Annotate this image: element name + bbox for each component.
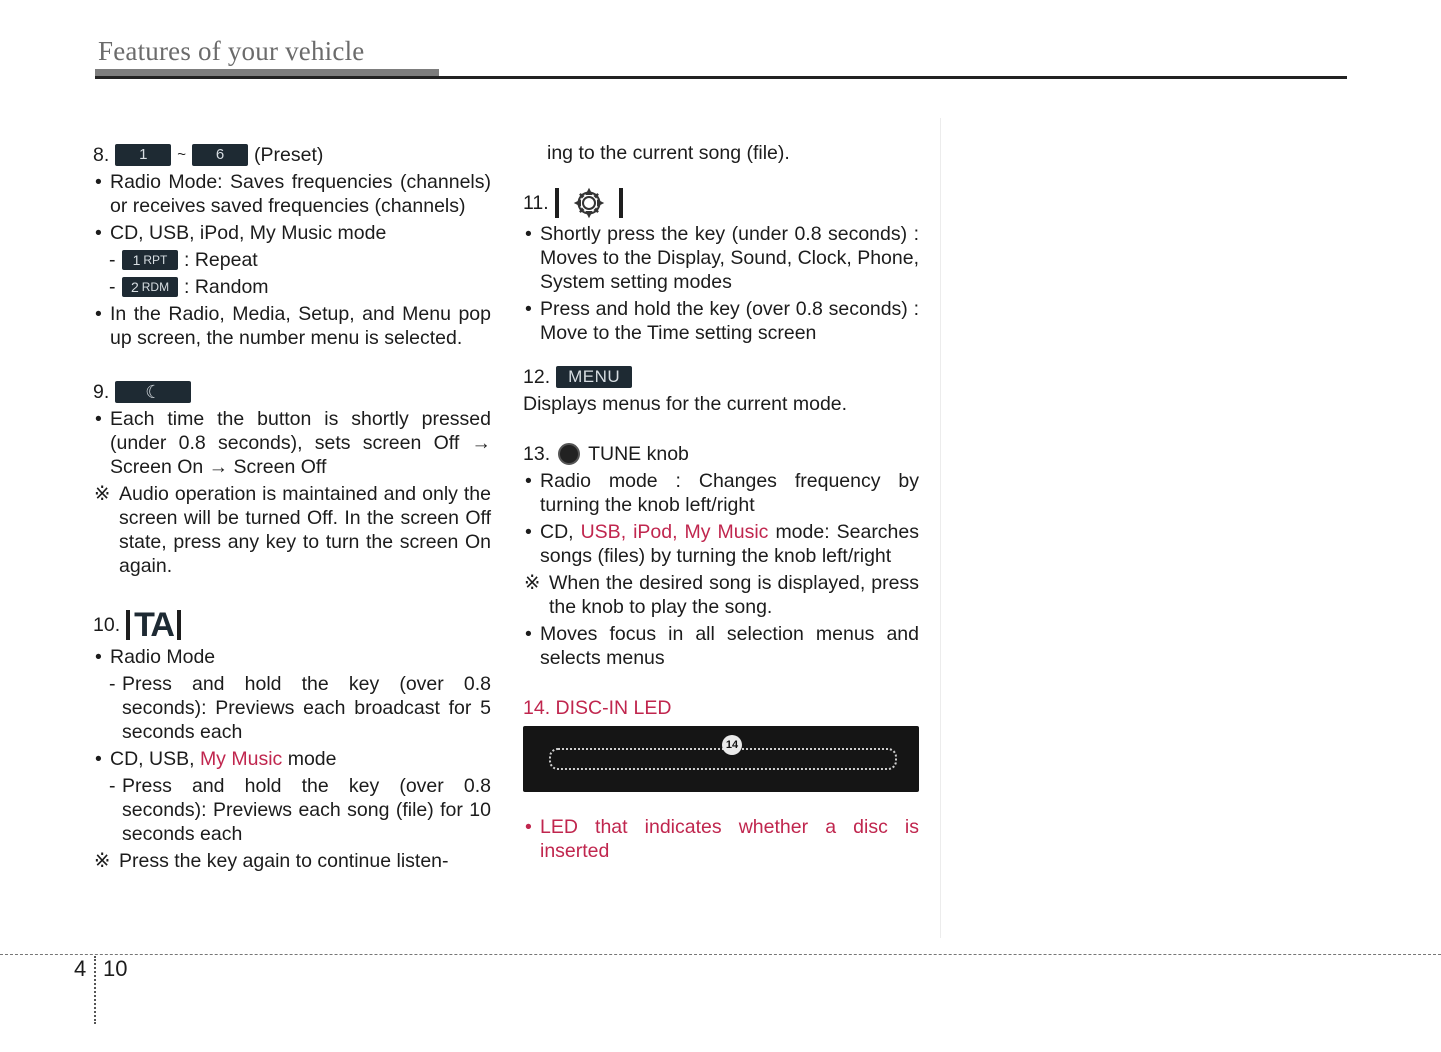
section-12-heading bbox=[523, 365, 919, 389]
section-9-note: ※ Audio operation is maintained and only the screen will be turned Off. In the screen Off state, press any key to turn the screen On again. bbox=[93, 482, 491, 578]
section-10-note: ※ Press the key again to continue listen- bbox=[93, 849, 491, 873]
random-key: - 2 RDM bbox=[122, 277, 178, 297]
disc-slot-image bbox=[523, 726, 919, 792]
column-divider bbox=[940, 118, 941, 938]
section-8-dash-random bbox=[93, 275, 491, 299]
footer-rule bbox=[0, 954, 1441, 955]
section-11-heading bbox=[523, 187, 919, 219]
section-8-heading bbox=[93, 143, 491, 167]
preset-label: (Preset) bbox=[254, 144, 324, 166]
section-9-number: 9. bbox=[93, 381, 110, 403]
section-12-number: 12. bbox=[523, 366, 551, 388]
section-8-bullet-1: • Radio Mode: Saves frequencies (channels) or receives saved frequencies (channels) bbox=[93, 170, 491, 218]
section-14-heading: 14. DISC-IN LED bbox=[523, 697, 672, 719]
section-10-dash-2: - Press and hold the key (over 0.8 seconds): Previews each song (file) for 10 seconds each bbox=[93, 774, 491, 846]
section-10-number: 10. bbox=[93, 614, 121, 636]
section-8-bullet-2: • CD, USB, iPod, My Music mode bbox=[93, 221, 491, 245]
gear-icon bbox=[573, 187, 605, 219]
header-rule bbox=[95, 76, 1347, 79]
page-number: 10 bbox=[103, 956, 128, 981]
section-10-bullet-1: • Radio Mode bbox=[93, 645, 491, 669]
disc-slot-outline bbox=[549, 748, 897, 770]
section-13-bullet-2: • CD, USB, iPod, My Music mode: Searches songs (files) by turning the knob left/right bbox=[523, 520, 919, 568]
tune-knob-label: TUNE knob bbox=[588, 443, 689, 465]
section-10-bullet-2: • CD, USB, My Music mode bbox=[93, 747, 491, 771]
chapter-number: 4 bbox=[74, 956, 87, 981]
continued-text: ing to the current song (file). bbox=[547, 142, 790, 164]
section-9-bullet-1: • Each time the button is shortly pressed (under 0.8 seconds), sets screen Off → Screen On → Screen Off bbox=[93, 407, 491, 479]
section-8-bullet-3: • In the Radio, Media, Setup, and Menu pop up screen, the number menu is selected. bbox=[93, 302, 491, 350]
tune-knob-icon bbox=[558, 443, 580, 465]
menu-key: MENU bbox=[556, 366, 632, 388]
section-13-bullet-3: • Moves focus in all selection menus and selects menus bbox=[523, 622, 919, 670]
usb-ipod-music-highlight: USB, iPod, My Music bbox=[580, 521, 769, 543]
section-12-text: Displays menus for the current mode. bbox=[523, 393, 848, 415]
ta-logo-icon: TA bbox=[126, 608, 181, 642]
page-header-title: Features of your vehicle bbox=[98, 36, 365, 66]
section-10-dash-1: - Press and hold the key (over 0.8 seconds): Previews each broadcast for 5 seconds each bbox=[93, 672, 491, 744]
random-label: : Random bbox=[184, 276, 269, 298]
range-tilde: ~ bbox=[177, 146, 187, 163]
section-13-heading bbox=[523, 442, 919, 466]
section-9-heading bbox=[93, 380, 491, 404]
section-11-bullet-1: • Shortly press the key (under 0.8 seconds) : Moves to the Display, Sound, Clock, Phone, System setting modes bbox=[523, 222, 919, 294]
section-13-number: 13. bbox=[523, 443, 551, 465]
callout-badge-14: 14 bbox=[722, 735, 742, 755]
section-14-bullet-1: • LED that indicates whether a disc is inserted bbox=[523, 815, 919, 863]
preset-6-key: 6 bbox=[192, 144, 248, 166]
repeat-label: : Repeat bbox=[184, 249, 258, 271]
section-11-number: 11. bbox=[523, 192, 549, 214]
left-column bbox=[93, 143, 491, 873]
moon-icon: ☾ bbox=[115, 381, 191, 403]
page-number-separator bbox=[94, 956, 96, 1024]
section-13-note: ※ When the desired song is displayed, press the knob to play the song. bbox=[523, 571, 919, 619]
section-8-number: 8. bbox=[93, 144, 110, 166]
section-13-bullet-1: • Radio mode : Changes frequency by turning the knob left/right bbox=[523, 469, 919, 517]
my-music-highlight: My Music bbox=[199, 748, 283, 770]
repeat-key: - 1 RPT bbox=[122, 250, 178, 270]
section-10-heading bbox=[93, 608, 491, 642]
section-11-bullet-2: • Press and hold the key (over 0.8 seconds) : Move to the Time setting screen bbox=[523, 297, 919, 345]
preset-1-key: 1 bbox=[115, 144, 171, 166]
middle-column bbox=[523, 141, 919, 863]
section-8-dash-repeat bbox=[93, 248, 491, 272]
